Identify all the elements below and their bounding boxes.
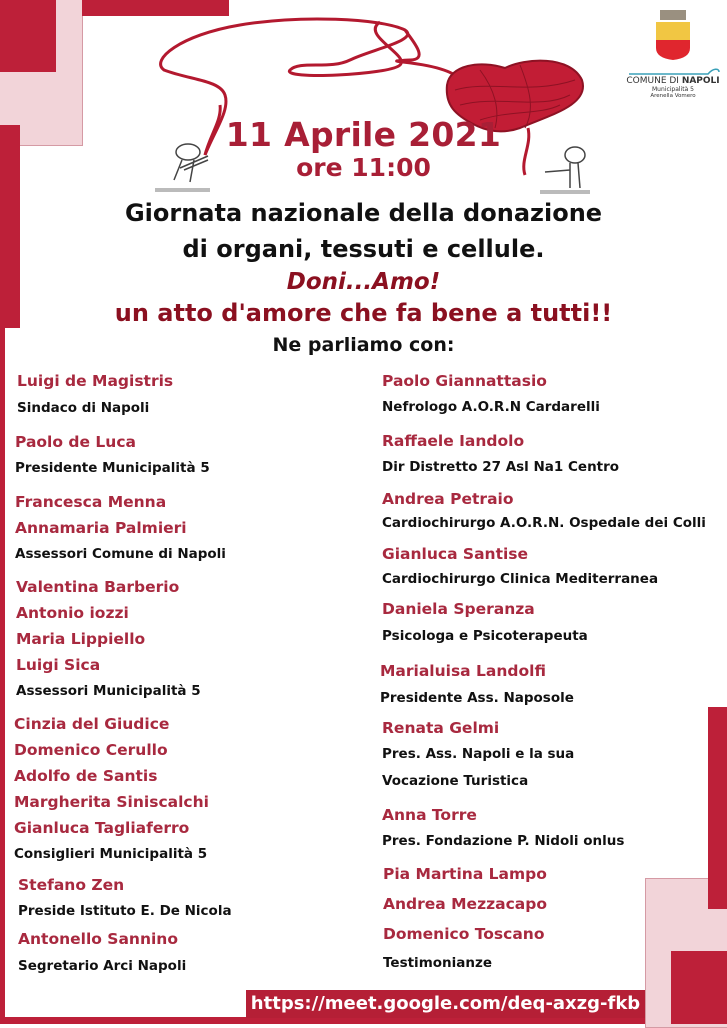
decor-red-block-top-left <box>0 0 56 72</box>
speaker-name: Marialuisa Landolfi <box>380 662 546 680</box>
logo-org-bold: NAPOLI <box>681 76 720 86</box>
coat-of-arms-icon <box>623 6 723 62</box>
logo-org: COMUNE DI <box>626 76 682 86</box>
speaker-role: Cardiochirurgo A.O.R.N. Ospedale dei Colli <box>382 515 706 531</box>
speaker-role: Pres. Fondazione P. Nidoli onlus <box>382 833 625 849</box>
speaker-role: Assessori Comune di Napoli <box>15 546 226 562</box>
wave-icon <box>623 66 723 76</box>
speaker-role: Dir Distretto 27 Asl Na1 Centro <box>382 459 620 475</box>
speaker-name: Luigi de Magistris <box>17 372 174 390</box>
speaker-name: Gianluca Santise <box>382 545 529 563</box>
heading-line2: di organi, tessuti e cellule. <box>182 235 545 263</box>
speaker-name: Annamaria Palmieri <box>15 519 187 537</box>
speaker-role: Vocazione Turistica <box>382 773 529 789</box>
speaker-role: Presidente Municipalità 5 <box>15 460 210 476</box>
meeting-link[interactable]: https://meet.google.com/deq-axzg-fkb <box>246 990 645 1018</box>
slogan-line2: un atto d'amore che fa bene a tutti!! <box>114 299 613 327</box>
speaker-name: Stefano Zen <box>18 876 125 894</box>
speakers-intro: Ne parliamo con: <box>272 334 455 356</box>
speaker-role: Nefrologo A.O.R.N Cardarelli <box>382 399 600 415</box>
speaker-name: Domenico Toscano <box>383 925 545 943</box>
speaker-name: Francesca Menna <box>15 493 167 511</box>
speaker-name: Andrea Petraio <box>382 490 514 508</box>
speaker-role: Sindaco di Napoli <box>17 400 150 416</box>
speaker-name: Valentina Barberio <box>16 578 180 596</box>
speaker-name: Raffaele Iandolo <box>382 432 525 450</box>
logo-line3: Arenella Vomero <box>650 93 696 99</box>
speaker-name: Antonello Sannino <box>18 930 178 948</box>
speaker-name: Margherita Siniscalchi <box>14 793 209 811</box>
speaker-role: Segretario Arci Napoli <box>18 958 187 974</box>
speaker-name: Antonio iozzi <box>16 604 129 622</box>
speaker-name: Anna Torre <box>382 806 477 824</box>
speaker-name: Daniela Speranza <box>382 600 535 618</box>
speaker-name: Luigi Sica <box>16 656 101 674</box>
frame-left-line <box>0 320 5 1024</box>
slogan-line1: Doni...Amo! <box>286 269 441 295</box>
heading-line1: Giornata nazionale della donazione <box>124 199 603 227</box>
speaker-name: Cinzia del Giudice <box>14 715 170 733</box>
speaker-name: Maria Lippiello <box>16 630 146 648</box>
municipality-logo <box>623 6 723 99</box>
speaker-role: Pres. Ass. Napoli e la sua <box>382 746 575 762</box>
speaker-name: Domenico Cerullo <box>14 741 168 759</box>
speaker-role: Preside Istituto E. De Nicola <box>18 903 232 919</box>
speaker-name: Adolfo de Santis <box>14 767 158 785</box>
logo-line2: Municipalità 5 <box>652 86 694 93</box>
event-time: ore 11:00 <box>296 153 431 182</box>
speaker-name: Gianluca Tagliaferro <box>14 819 190 837</box>
decor-red-bar-right <box>708 707 727 909</box>
speaker-name: Renata Gelmi <box>382 719 500 737</box>
speaker-role: Assessori Municipalità 5 <box>16 683 201 699</box>
decor-red-block-bottom-right <box>671 951 727 1024</box>
speaker-role: Consiglieri Municipalità 5 <box>14 846 208 862</box>
speaker-name: Paolo de Luca <box>15 433 136 451</box>
speaker-name: Pia Martina Lampo <box>383 865 547 883</box>
speaker-name: Paolo Giannattasio <box>382 372 547 390</box>
frame-bottom-line <box>0 1017 727 1024</box>
speaker-role: Testimonianze <box>383 955 493 971</box>
speaker-role: Psicologa e Psicoterapeuta <box>382 628 588 644</box>
speaker-role: Presidente Ass. Naposole <box>380 690 574 706</box>
speaker-name: Andrea Mezzacapo <box>383 895 547 913</box>
event-date: 11 Aprile 2021 <box>225 115 502 154</box>
speaker-role: Cardiochirurgo Clinica Mediterranea <box>382 571 659 587</box>
